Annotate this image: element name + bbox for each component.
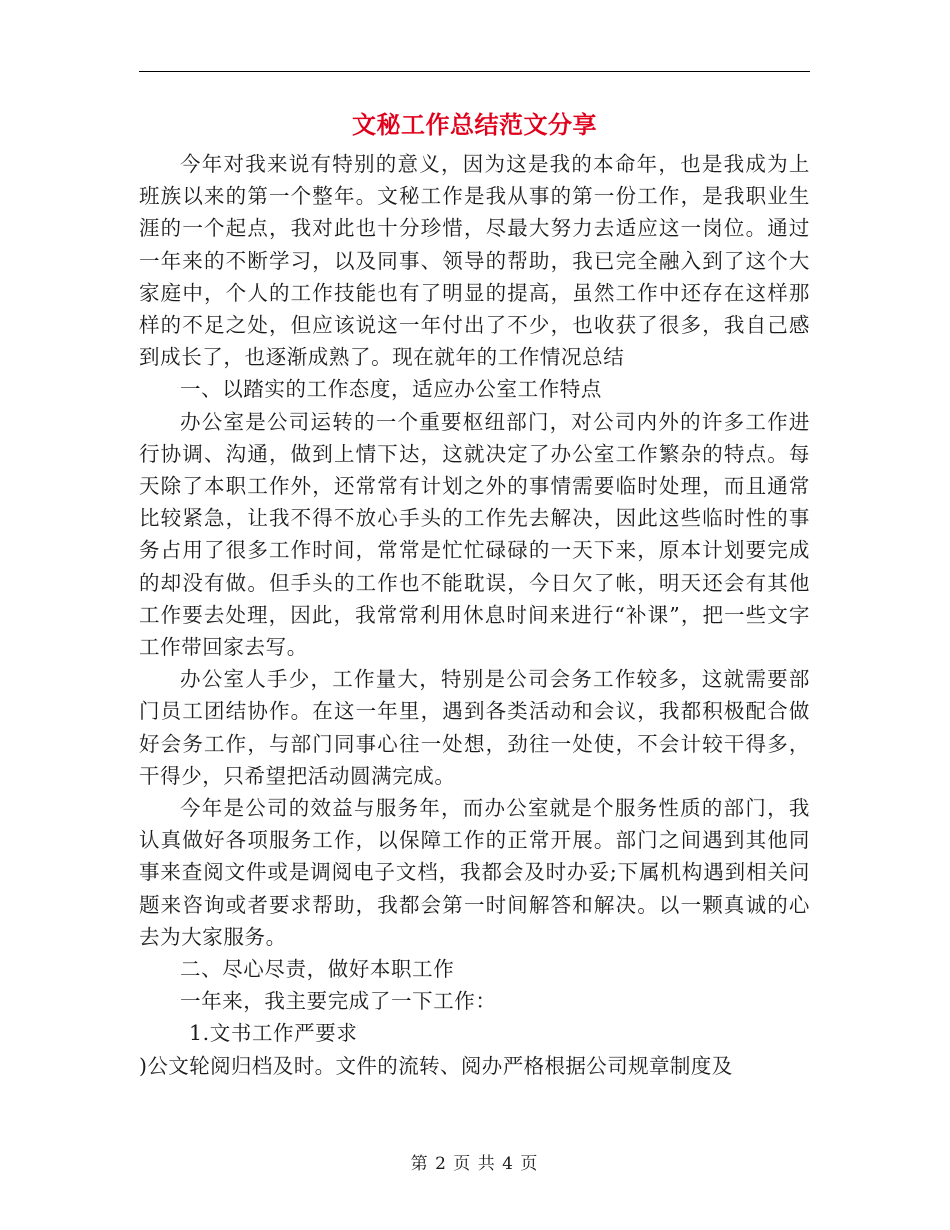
section-heading-2: 二、尽心尽责，做好本职工作 xyxy=(180,957,455,982)
page-number-footer: 第 2 页 共 4 页 xyxy=(410,1154,539,1174)
paragraph-intro: 今年对我来说有特别的意义，因为这是我的本命年，也是我成为上班族以来的第一个整年。文秘工作是我从事的第一份工作，是我职业生涯的一个起点，我对此也十分珍惜，尽最大努力去适应这一岗位。通过一年来的不断学习，以及同事、领导的帮助，我已完全融入到了这个大家庭中，个人的工作技能也有了明显的提高，虽然工作中还存在这样那样的不足之处，但应该说这一年付出了不少，也收获了很多，我自己感到成长了，也逐渐成熟了。现在就年的工作情况总结 xyxy=(139,152,810,370)
document-title: 文秘工作总结范文分享 xyxy=(352,110,597,139)
header-rule xyxy=(139,71,810,72)
document-body xyxy=(139,148,810,1082)
section-heading-1: 一、以踏实的工作态度，适应办公室工作特点 xyxy=(180,377,602,402)
paragraph-work-done: 一年来，我主要完成了一下工作： xyxy=(180,989,497,1014)
paragraph-service: 今年是公司的效益与服务年，而办公室就是个服务性质的部门，我认真做好各项服务工作，以保障工作的正常开展。部门之间遇到其他同事来查阅文件或是调阅电子文档，我都会及时办妥;下属机构遇到相关问题来咨询或者要求帮助，我都会第一时间解答和解决。以一颗真诚的心去为大家服务。 xyxy=(139,796,810,949)
list-item-paperwork: 1.文书工作严要求 xyxy=(189,1021,358,1046)
paragraph-office-hub: 办公室是公司运转的一个重要枢纽部门，对公司内外的许多工作进行协调、沟通，做到上情下达，这就决定了办公室工作繁杂的特点。每天除了本职工作外，还常常有计划之外的事情需要临时处理，而且通常比较紧急，让我不得不放心手头的工作先去解决，因此这些临时性的事务占用了很多工作时间，常常是忙忙碌碌的一天下来，原本计划要完成的却没有做。但手头的工作也不能耽误，今日欠了帐，明天还会有其他工作要去处理，因此，我常常利用休息时间来进行“补课”，把一些文字工作带回家去写。 xyxy=(139,409,810,660)
paragraph-teamwork: 办公室人手少，工作量大，特别是公司会务工作较多，这就需要部门员工团结协作。在这一年里，遇到各类活动和会议，我都积极配合做好会务工作，与部门同事心往一处想，劲往一处使，不会计较干得多，干得少，只希望把活动圆满完成。 xyxy=(139,667,810,788)
paragraph-filing: )公文轮阅归档及时。文件的流转、阅办严格根据公司规章制度及 xyxy=(139,1053,733,1078)
